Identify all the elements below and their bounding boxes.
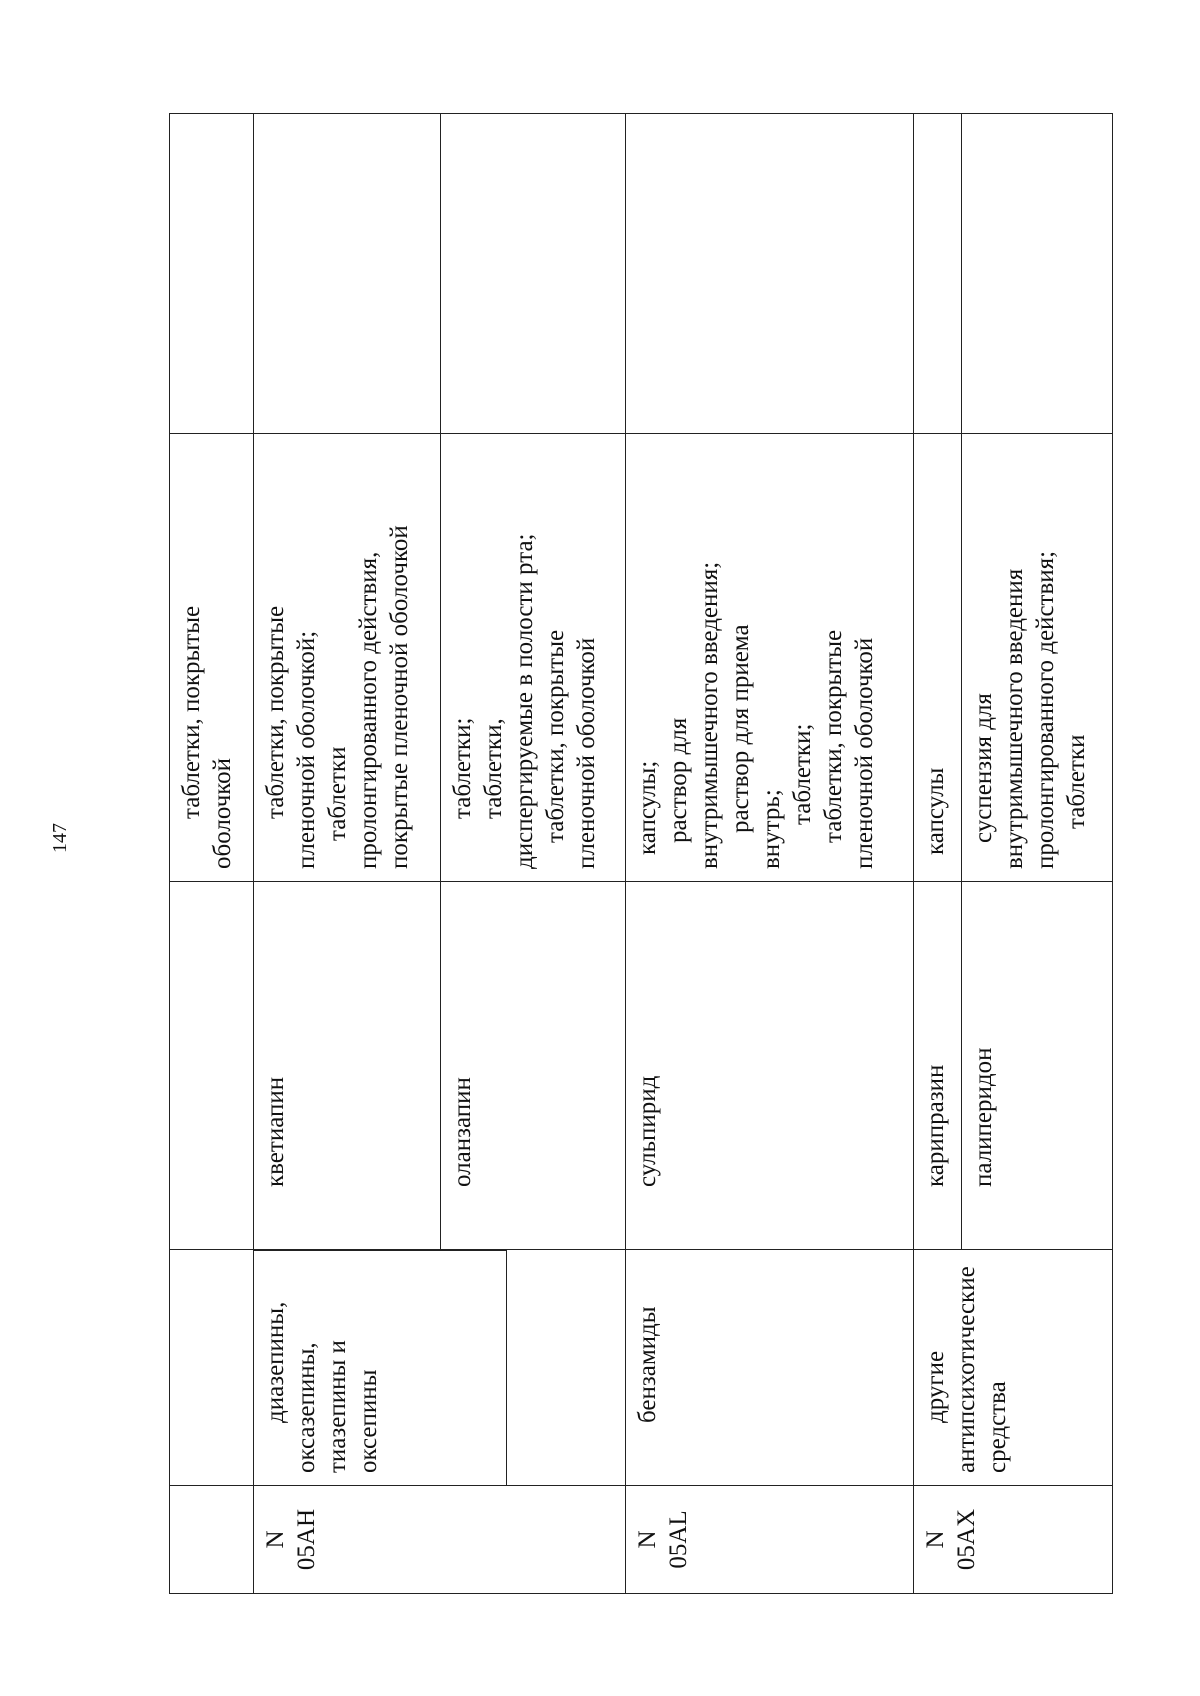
table-row <box>170 114 254 1594</box>
name-cell <box>170 882 254 1250</box>
extra-cell <box>440 114 625 434</box>
name-cell: карипразин <box>913 882 961 1250</box>
group-inner-box: диазепины, оксазепины, тиазепины и оксепины <box>254 1250 507 1485</box>
code-cell <box>170 1486 254 1594</box>
name-cell: кветиапин <box>253 882 440 1250</box>
name-cell: сульпирид <box>625 882 913 1250</box>
group-cell <box>170 1250 254 1486</box>
rotated-table-wrapper <box>169 114 1113 1594</box>
group-cell <box>253 1250 625 1486</box>
code-cell: N 05AL <box>625 1486 913 1594</box>
forms-cell: таблетки, покрытые оболочкой <box>170 434 254 882</box>
table-row <box>913 114 961 1594</box>
forms-cell: таблетки, покрытые пленочной оболочкой; таблетки пролонгированного действия, покрытые пленочной оболочкой <box>253 434 440 882</box>
name-cell: палиперидон <box>962 882 1113 1250</box>
forms-cell: таблетки; таблетки, диспергируемые в полости рта; таблетки, покрытые пленочной оболочкой <box>440 434 625 882</box>
extra-cell <box>170 114 254 434</box>
extra-cell <box>625 114 913 434</box>
extra-cell <box>962 114 1113 434</box>
forms-cell: капсулы; раствор для внутримышечного введения; раствор для приема внутрь; таблетки; таблетки, покрытые пленочной оболочкой <box>625 434 913 882</box>
forms-cell: капсулы <box>913 434 961 882</box>
forms-cell: суспензия для внутримышечного введения пролонгированного действия; таблетки <box>962 434 1113 882</box>
extra-cell <box>253 114 440 434</box>
code-cell: N 05AX <box>913 1486 1112 1594</box>
page-number: 147 <box>49 823 71 853</box>
drug-table <box>169 113 1113 1594</box>
group-cell: другие антипсихотические средства <box>913 1250 1112 1486</box>
code-cell: N 05AH <box>253 1486 625 1594</box>
table-row <box>625 114 913 1594</box>
table-row <box>253 114 440 1594</box>
name-cell: оланзапин <box>440 882 625 1250</box>
group-cell: бензамиды <box>625 1250 913 1486</box>
extra-cell <box>913 114 961 434</box>
